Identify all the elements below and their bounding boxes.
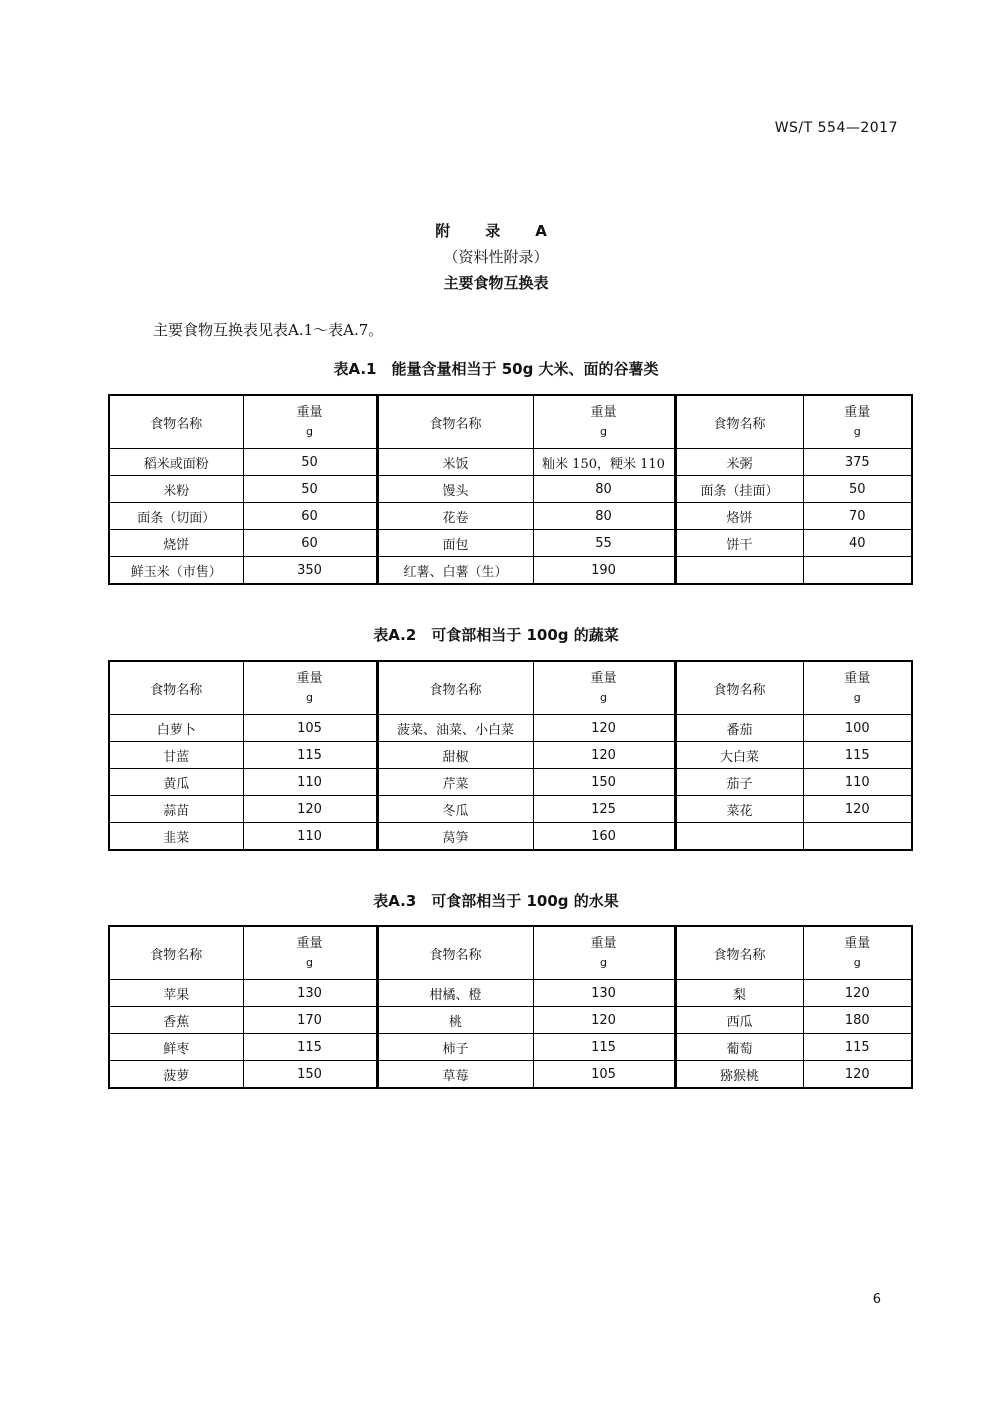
header-food-name: 食物名称 [675,395,803,449]
food-name-cell: 菠萝 [109,1061,243,1089]
food-name-cell: 柿子 [377,1034,533,1061]
weight-cell: 60 [243,530,377,557]
table-row [109,557,912,585]
weight-cell: 50 [243,449,377,476]
food-name-cell: 蒜苗 [109,796,243,823]
food-name-cell: 冬瓜 [377,796,533,823]
header-weight-unit: g [853,425,861,438]
table-row [109,715,912,742]
weight-cell: 115 [803,742,912,769]
food-name-cell: 甘蓝 [109,742,243,769]
header-weight-label: 重量 [296,936,323,951]
appendix-type: （资料性附录） [443,248,549,266]
header-weight-unit: g [853,956,861,969]
header-food-name: 食物名称 [109,926,243,980]
food-name-cell: 花卷 [377,503,533,530]
header-weight-label: 重量 [844,936,871,951]
weight-cell: 100 [803,715,912,742]
weight-cell: 350 [243,557,377,585]
weight-cell: 115 [243,742,377,769]
weight-cell: 50 [803,476,912,503]
food-name-cell: 苹果 [109,980,243,1007]
weight-cell: 190 [533,557,675,585]
weight-cell: 70 [803,503,912,530]
weight-cell: 120 [533,742,675,769]
food-name-cell: 鲜玉米（市售） [109,557,243,585]
food-name-cell: 葡萄 [675,1034,803,1061]
header-weight-unit: g [600,956,607,969]
table-header-row [109,395,912,449]
weight-cell: 籼米 150，粳米 110 [533,449,675,476]
weight-cell: 80 [533,503,675,530]
intro-paragraph: 主要食物互换表见表A.1～表A.7。 [153,321,384,339]
food-name-cell: 香蕉 [109,1007,243,1034]
food-name-cell: 馒头 [377,476,533,503]
weight-cell: 55 [533,530,675,557]
food-name-cell: 番茄 [675,715,803,742]
food-name-cell: 梨 [675,980,803,1007]
header-weight-label: 重量 [844,671,871,686]
appendix-heading [0,218,992,296]
weight-cell: 160 [533,823,675,851]
weight-cell: 60 [243,503,377,530]
weight-cell: 110 [243,823,377,851]
header-weight-unit: g [600,691,607,704]
food-name-cell: 稻米或面粉 [109,449,243,476]
header-weight-label: 重量 [590,671,617,686]
header-food-name: 食物名称 [377,395,533,449]
food-name-cell: 大白菜 [675,742,803,769]
table-header-row [109,661,912,715]
food-name-cell: 茄子 [675,769,803,796]
weight-cell: 120 [533,1007,675,1034]
header-weight [533,926,675,980]
weight-cell: 130 [533,980,675,1007]
header-weight-unit: g [600,425,607,438]
header-weight-unit: g [306,691,313,704]
weight-cell: 110 [243,769,377,796]
weight-cell: 40 [803,530,912,557]
header-weight [243,395,377,449]
table-row [109,530,912,557]
header-weight-label: 重量 [590,936,617,951]
food-table [108,925,913,1089]
weight-cell: 50 [243,476,377,503]
header-weight [243,661,377,715]
food-name-cell: 红薯、白薯（生） [377,557,533,585]
table-row [109,823,912,851]
food-name-cell: 芹菜 [377,769,533,796]
header-food-name: 食物名称 [377,926,533,980]
food-name-cell: 米粥 [675,449,803,476]
food-name-cell: 甜椒 [377,742,533,769]
header-weight [803,395,912,449]
appendix-title: 主要食物互换表 [443,274,549,292]
table-caption: 表A.3 可食部相当于 100g 的水果 [373,892,619,910]
food-name-cell: 柑橘、橙 [377,980,533,1007]
food-name-cell: 烙饼 [675,503,803,530]
table-row [109,769,912,796]
weight-cell: 80 [533,476,675,503]
header-weight-unit: g [306,956,313,969]
food-name-cell: 菠菜、油菜、小白菜 [377,715,533,742]
weight-cell: 105 [533,1061,675,1089]
food-name-cell: 饼干 [675,530,803,557]
header-food-name: 食物名称 [675,661,803,715]
header-food-name: 食物名称 [109,661,243,715]
table-row [109,1034,912,1061]
header-weight-label: 重量 [296,671,323,686]
food-name-cell: 米饭 [377,449,533,476]
weight-cell: 120 [243,796,377,823]
header-weight-label: 重量 [844,405,871,420]
table-row [109,980,912,1007]
weight-cell: 120 [533,715,675,742]
food-table [108,394,913,585]
appendix-label: 附 录 A [435,222,557,240]
food-name-cell: 韭菜 [109,823,243,851]
weight-cell: 170 [243,1007,377,1034]
table-row [109,449,912,476]
weight-cell: 180 [803,1007,912,1034]
food-name-cell: 猕猴桃 [675,1061,803,1089]
weight-cell: 115 [803,1034,912,1061]
header-weight-label: 重量 [590,405,617,420]
header-weight [533,395,675,449]
header-weight-unit: g [853,691,861,704]
weight-cell: 105 [243,715,377,742]
food-name-cell: 面条（切面） [109,503,243,530]
standard-code: WS/T 554—2017 [774,120,898,136]
food-name-cell: 面包 [377,530,533,557]
weight-cell: 130 [243,980,377,1007]
table-header-row [109,926,912,980]
weight-cell: 150 [243,1061,377,1089]
weight-cell: 120 [803,796,912,823]
weight-cell: 120 [803,980,912,1007]
table-row [109,1007,912,1034]
header-weight [803,661,912,715]
weight-cell: 150 [533,769,675,796]
header-weight [803,926,912,980]
food-name-cell: 莴笋 [377,823,533,851]
food-name-cell [675,823,803,851]
food-name-cell: 米粉 [109,476,243,503]
food-name-cell: 面条（挂面） [675,476,803,503]
header-weight-label: 重量 [296,405,323,420]
weight-cell: 110 [803,769,912,796]
food-name-cell: 白萝卜 [109,715,243,742]
weight-cell [803,557,912,585]
page-number: 6 [872,1292,881,1307]
header-weight [243,926,377,980]
weight-cell: 125 [533,796,675,823]
weight-cell: 120 [803,1061,912,1089]
food-name-cell: 菜花 [675,796,803,823]
table-caption: 表A.1 能量含量相当于 50g 大米、面的谷薯类 [333,360,659,378]
weight-cell: 115 [243,1034,377,1061]
header-food-name: 食物名称 [377,661,533,715]
table-caption: 表A.2 可食部相当于 100g 的蔬菜 [373,626,619,644]
table-row [109,503,912,530]
header-weight-unit: g [306,425,313,438]
table-row [109,1061,912,1089]
header-food-name: 食物名称 [675,926,803,980]
food-name-cell: 草莓 [377,1061,533,1089]
weight-cell: 375 [803,449,912,476]
food-name-cell: 桃 [377,1007,533,1034]
weight-cell: 115 [533,1034,675,1061]
food-name-cell: 黄瓜 [109,769,243,796]
food-name-cell [675,557,803,585]
table-row [109,742,912,769]
header-food-name: 食物名称 [109,395,243,449]
weight-cell [803,823,912,851]
header-weight [533,661,675,715]
food-table [108,660,913,851]
food-name-cell: 西瓜 [675,1007,803,1034]
food-name-cell: 烧饼 [109,530,243,557]
table-row [109,476,912,503]
table-row [109,796,912,823]
food-name-cell: 鲜枣 [109,1034,243,1061]
